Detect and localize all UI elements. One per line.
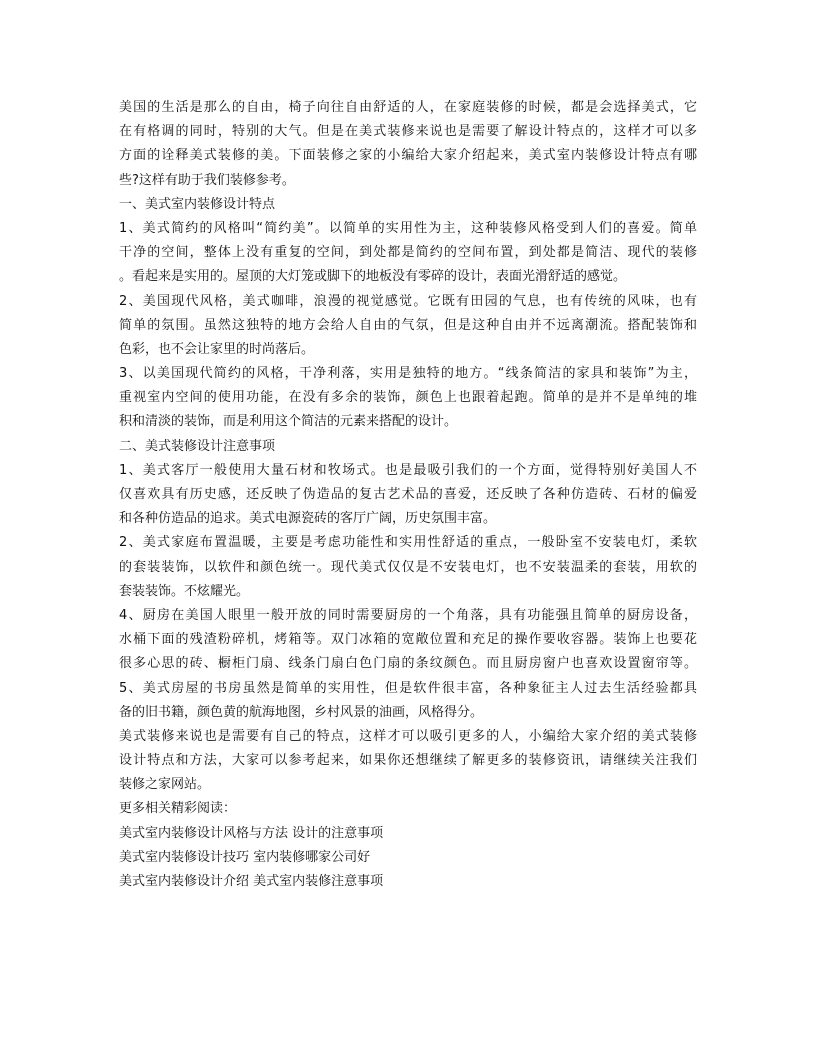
related-reading-heading: 更多相关精彩阅读： [119,801,237,817]
conclusion-line: 美式装修来说也是需要有自己的特点，这样才可以吸引更多的人，小编给大家介绍的美式装修 [119,728,697,744]
paragraph-line: 3、以美国现代简约的风格，干净利落，实用是独特的地方。“线条简洁的家具和装饰”为主， [119,366,697,382]
paragraph-line: 水桶下面的残渣粉碎机，烤箱等。双门冰箱的宽敞位置和充足的操作要收容器。装饰上也要花 [119,632,697,648]
intro-line-4: 些?这样有助于我们装修参考。 [119,172,295,188]
paragraph-line: 套装装饰。不炫耀光。 [119,583,250,599]
paragraph-line: 干净的空间，整体上没有重复的空间，到处都是简约的空间布置，到处都是简洁、现代的装修 [119,245,697,261]
intro-line-2: 在有格调的同时，特别的大气。但是在美式装修来说也是需要了解设计特点的，这样才可以多 [119,124,697,140]
conclusion-line: 装修之家网站。 [119,777,211,793]
paragraph-line: 积和清淡的装饰，而是利用这个简洁的元素来搭配的设计。 [119,414,458,430]
paragraph-line: 2、美国现代风格，美式咖啡，浪漫的视觉感觉。它既有田园的气息，也有传统的风味，也有 [119,293,697,309]
paragraph-line: 仅喜欢具有历史感，还反映了伪造品的复古艺术品的喜爱，还反映了各种仿造砖、石材的偏爱 [119,487,697,502]
section-heading-1: 一、美式室内装修设计特点 [119,196,276,212]
conclusion-line: 设计特点和方法，大家可以参考起来，如果你还想继续了解更多的装修资讯，请继续关注我们 [119,753,697,769]
section-heading-2: 二、美式装修设计注意事项 [119,438,276,454]
related-link[interactable]: 美式室内装修设计技巧 室内装修哪家公司好 [119,849,371,865]
paragraph-line: 4、厨房在美国人眼里一般开放的同时需要厨房的一个角落，具有功能强且简单的厨房设备， [119,607,697,623]
paragraph-line: 2、美式家庭布置温暖，主要是考虑功能性和实用性舒适的重点，一般卧室不安装电灯，柔软 [119,535,697,551]
paragraph-line: 。看起来是实用的。屋顶的大灯笼或脚下的地板没有零碎的设计，表面光滑舒适的感觉。 [119,269,627,285]
paragraph-line: 和各种仿造品的追求。美式电源瓷砖的客厅广阔，历史氛围丰富。 [119,511,497,527]
paragraph-line: 1、美式客厅一般使用大量石材和牧场式。也是最吸引我们的一个方面，觉得特别好美国人不 [119,462,697,478]
intro-line-3: 方面的诠释美式装修的美。下面装修之家的小编给大家介绍起来，美式室内装修设计特点有哪 [119,148,697,164]
paragraph-line: 1、美式简约的风格叫“简约美”。以简单的实用性为主，这种装修风格受到人们的喜爱。简单 [119,220,697,236]
paragraph-line: 简单的氛围。虽然这独特的地方会给人自由的气氛，但是这种自由并不远离潮流。搭配装饰和 [119,317,697,333]
paragraph-line: 5、美式房屋的书房虽然是简单的实用性，但是软件很丰富，各种象征主人过去生活经验都具 [119,680,697,696]
paragraph-line: 很多心思的砖、橱柜门扇、线条门扇白色门扇的条纹颜色。而且厨房窗户也喜欢设置窗帘等。 [119,656,697,672]
intro-line-1: 美国的生活是那么的自由，椅子向往自由舒适的人，在家庭装修的时候，都是会选择美式，它 [119,100,697,115]
related-link[interactable]: 美式室内装修设计风格与方法 设计的注意事项 [119,825,384,841]
document-body [119,96,697,894]
related-link[interactable]: 美式室内装修设计介绍 美式室内装修注意事项 [119,874,384,889]
paragraph-line: 色彩，也不会让家里的时尚落后。 [119,341,315,357]
paragraph-line: 的套装装饰，以软件和颜色统一。现代美式仅仅是不安装电灯，也不安装温柔的套装，用软的 [119,559,697,575]
paragraph-line: 重视室内空间的使用功能，在没有多余的装饰，颜色上也跟着起跑。简单的是并不是单纯的堆 [119,390,697,406]
paragraph-line: 备的旧书籍，颜色黄的航海地图，乡村风景的油画，风格得分。 [119,704,484,720]
